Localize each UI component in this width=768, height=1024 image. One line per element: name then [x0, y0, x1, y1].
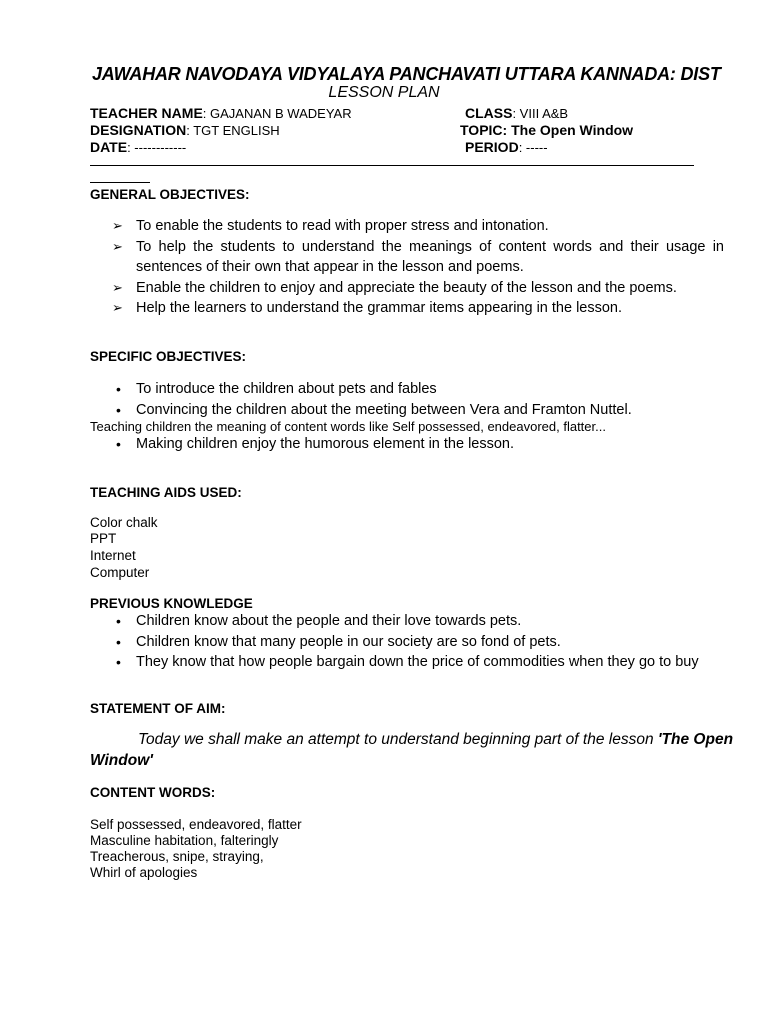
bullet-icon: • [116, 633, 121, 650]
arrow-bullet-icon: ➢ [112, 279, 123, 295]
teacher-name-value: : GAJANAN B WADEYAR [202, 106, 352, 121]
teacher-name-label: TEACHER NAME [90, 105, 203, 121]
list-item: • To introduce the children about pets and fables [112, 379, 632, 400]
bullet-icon: • [116, 436, 121, 452]
aim-lesson-title: 'The Open [657, 731, 734, 748]
specific-objectives-list-continued [112, 434, 514, 455]
specific-objectives-note: Teaching children the meaning of content words like Self possessed, endeavored, flatter... [90, 419, 606, 434]
content-words-line: Whirl of apologies [90, 865, 198, 880]
list-item: • They know that how people bargain down the price of commodities when they go to buy [112, 652, 699, 673]
topic-label: TOPIC: [460, 122, 508, 138]
header-divider-short [90, 182, 150, 183]
date-label: DATE [90, 139, 128, 155]
content-words-line: Self possessed, endeavored, flatter [90, 817, 302, 832]
teaching-aid-item: PPT [90, 531, 117, 546]
period-value: : ----- [518, 140, 548, 155]
content-words-heading: CONTENT WORDS: [90, 785, 216, 800]
document-subtitle: LESSON PLAN [328, 84, 440, 101]
specific-objectives-heading: SPECIFIC OBJECTIVES: [90, 349, 247, 364]
header-divider [90, 165, 694, 166]
bullet-icon: • [116, 654, 121, 670]
designation-value: : TGT ENGLISH [186, 123, 280, 138]
teaching-aid-item: Internet [90, 548, 136, 563]
content-words-line: Masculine habitation, falteringly [90, 833, 279, 848]
teacher-name-row [90, 105, 352, 121]
date-value: : ------------ [127, 140, 187, 155]
previous-knowledge-list [112, 611, 699, 673]
list-item: ➢ Help the learners to understand the grammar items appearing in the lesson. [112, 298, 724, 319]
school-title: JAWAHAR NAVODAYA VIDYALAYA PANCHAVATI UTTARA KANNADA: DIST [92, 64, 721, 84]
list-item: ➢ To help the students to understand the meanings of content words and their usage in sentences of their own that appear in the lesson and poems. [112, 238, 724, 275]
teaching-aid-item: Color chalk [90, 515, 158, 530]
general-objectives-heading: GENERAL OBJECTIVES: [90, 187, 250, 202]
topic-row [460, 122, 633, 138]
previous-knowledge-heading: PREVIOUS KNOWLEDGE [90, 596, 253, 611]
list-item: • Children know about the people and their love towards pets. [112, 611, 699, 632]
list-item: • Children know that many people in our society are so fond of pets. [112, 632, 699, 653]
list-item: ➢ To enable the students to read with proper stress and intonation. [112, 216, 724, 237]
bullet-icon: • [116, 401, 121, 418]
teaching-aid-item: Computer [90, 565, 150, 580]
general-objectives-list [112, 216, 724, 319]
bullet-icon: • [116, 613, 121, 629]
class-label: CLASS [465, 105, 513, 121]
specific-objectives-list [112, 379, 632, 420]
content-words-line: Treacherous, snipe, straying, [90, 849, 264, 864]
period-label: PERIOD [465, 139, 519, 155]
list-item: ➢ Enable the children to enjoy and appreciate the beauty of the lesson and the poems. [112, 278, 724, 299]
list-item: • Making children enjoy the humorous element in the lesson. [112, 434, 514, 455]
aim-text: Today we shall make an attempt to understand beginning part of the lesson [138, 731, 658, 748]
topic-value: The Open Window [511, 122, 634, 138]
class-row [465, 105, 568, 121]
arrow-bullet-icon: ➢ [112, 238, 123, 254]
bullet-icon: • [116, 381, 121, 397]
list-item: • Convincing the children about the meeting between Vera and Framton Nuttel. [112, 400, 632, 421]
aim-statement [138, 731, 733, 749]
date-row [90, 139, 186, 155]
aim-heading: STATEMENT OF AIM: [90, 701, 226, 716]
designation-label: DESIGNATION [90, 122, 187, 138]
arrow-bullet-icon: ➢ [112, 218, 123, 233]
designation-row [90, 122, 280, 138]
teaching-aids-heading: TEACHING AIDS USED: [90, 485, 242, 500]
aim-lesson-title-continued: Window' [90, 752, 153, 769]
arrow-bullet-icon: ➢ [112, 300, 123, 315]
class-value: : VIII A&B [512, 106, 569, 121]
period-row [465, 139, 548, 155]
